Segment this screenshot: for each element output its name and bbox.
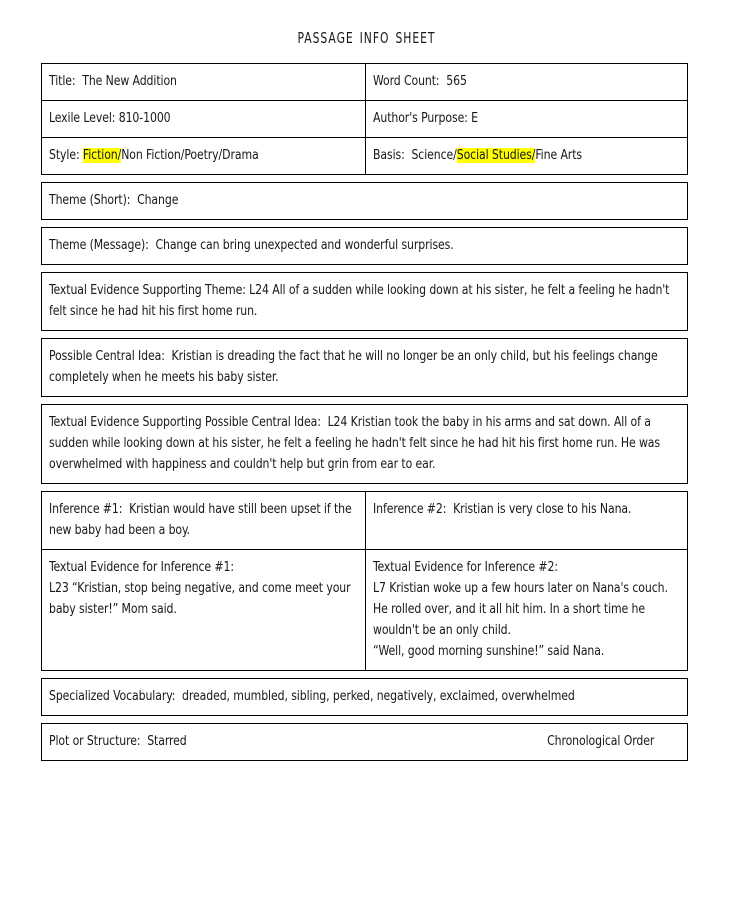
cell-title [42,64,366,100]
title-label: Title: [49,74,76,89]
basis-prefix-option: Science/ [411,148,457,163]
cell-theme-evidence [42,273,687,330]
theme-evidence-label: Textual Evidence Supporting Theme: [49,283,246,298]
inference-1-text [49,499,358,541]
cell-inference-2-evidence [366,550,687,670]
plot-structure-value: Starred [147,734,187,749]
cell-lexile [42,101,366,137]
theme-evidence-text [49,280,680,322]
basis-remaining-options: Fine Arts [535,148,582,163]
cell-central-idea-evidence [42,405,687,483]
inference-1-value: Kristian would have still been upset if the new baby had been a boy. [49,502,352,538]
style-highlighted-value: Fiction/ [82,148,122,163]
cell-inference-2 [366,492,687,549]
lexile-label: Lexile Level: [49,111,116,126]
lexile-field-text [49,108,358,129]
central-idea-evidence-text [49,412,680,475]
inference-2-label: Inference #2: [373,502,447,517]
theme-short-value: Change [137,193,179,208]
theme-short-text [49,190,680,211]
row-gap [41,671,688,678]
central-idea-evidence-value: L24 Kristian took the baby in his arms and sat down. All of a sudden while looking down at his sister, he felt a feeling he hadn't felt since he had hit his first home run. He was overwhelmed with happiness and couldn't help but grin from ear to ear. [49,415,661,472]
passage-info-table [41,63,688,761]
row-gap [41,484,688,491]
inference-2-text [373,499,680,520]
theme-message-value: Change can bring unexpected and wonderful surprises. [155,238,454,253]
inference-2-value: Kristian is very close to his Nana. [453,502,632,517]
table-row-theme-evidence [41,272,688,331]
basis-label: Basis: [373,148,405,163]
cell-theme-short [42,183,687,219]
row-gap [41,175,688,182]
central-idea-text [49,346,680,388]
style-remaining-options: Non Fiction/Poetry/Drama [121,148,259,163]
cell-authors-purpose [366,101,687,137]
vocabulary-value: dreaded, mumbled, sibling, perked, negatively, exclaimed, overwhelmed [182,689,575,704]
inference-1-label: Inference #1: [49,502,123,517]
row-gap [41,331,688,338]
table-row-theme-message [41,227,688,265]
central-idea-value: Kristian is dreading the fact that he will no longer be an only child, but his feelings change completely when he meets his baby sister. [49,349,658,385]
table-row-central-idea-evidence [41,404,688,484]
theme-message-text [49,235,680,256]
plot-structure-label: Plot or Structure: [49,734,141,749]
theme-short-label: Theme (Short): [49,193,131,208]
cell-style [42,138,366,174]
cell-inference-1-evidence [42,550,366,670]
cell-plot-structure [42,724,687,760]
theme-evidence-value: L24 All of a sudden while looking down at his sister, he felt a feeling he hadn't felt since he had hit his first home run. [49,283,670,319]
cell-central-idea [42,339,687,396]
vocabulary-text [49,686,680,707]
plot-structure-left-group [49,731,187,752]
cell-word-count [366,64,687,100]
inference-1-evidence-text: L23 “Kristian, stop being negative, and come meet your baby sister!” Mom said. [49,581,351,617]
row-gap [41,220,688,227]
table-row-style [41,137,688,175]
basis-highlighted-value: Social Studies/ [456,148,536,163]
table-row-inferences [41,491,688,549]
row-gap [41,716,688,723]
title-value: The New Addition [82,74,177,89]
authors-purpose-value: E [471,111,478,126]
inference-2-evidence-text-line2: “Well, good morning sunshine!” said Nana. [373,644,605,659]
page-title: passage info sheet [297,24,436,49]
inference-1-evidence-heading: Textual Evidence for Inference #1: [49,560,234,575]
table-row-plot-structure [41,723,688,761]
basis-field-text [373,145,680,166]
row-gap [41,397,688,404]
authors-purpose-field-text [373,108,680,129]
style-label: Style: [49,148,80,163]
central-idea-evidence-label: Textual Evidence Supporting Possible Central Idea: [49,415,321,430]
inference-2-evidence-text-line1: L7 Kristian woke up a few hours later on Nana's couch. He rolled over, and it all hit him. In a short time he wouldn't be an only child. [373,581,668,638]
row-gap [41,265,688,272]
lexile-value: 810-1000 [118,111,171,126]
cell-inference-1 [42,492,366,549]
word-count-label: Word Count: [373,74,440,89]
central-idea-label: Possible Central Idea: [49,349,165,364]
cell-theme-message [42,228,687,264]
plot-structure-text [49,731,680,752]
word-count-field-text [373,71,680,92]
cell-vocabulary [42,679,687,715]
cell-basis [366,138,687,174]
table-row-title [41,63,688,100]
table-row-lexile [41,100,688,137]
plot-structure-order-value: Chronological Order [547,734,655,749]
authors-purpose-label: Author's Purpose: [373,111,468,126]
title-field-text [49,71,358,92]
table-row-inference-evidence [41,549,688,671]
table-row-vocabulary [41,678,688,716]
inference-2-evidence-heading: Textual Evidence for Inference #2: [373,560,558,575]
vocabulary-label: Specialized Vocabulary: [49,689,176,704]
word-count-value: 565 [446,74,467,89]
table-row-central-idea [41,338,688,397]
style-field-text [49,145,358,166]
table-row-theme-short [41,182,688,220]
theme-message-label: Theme (Message): [49,238,149,253]
